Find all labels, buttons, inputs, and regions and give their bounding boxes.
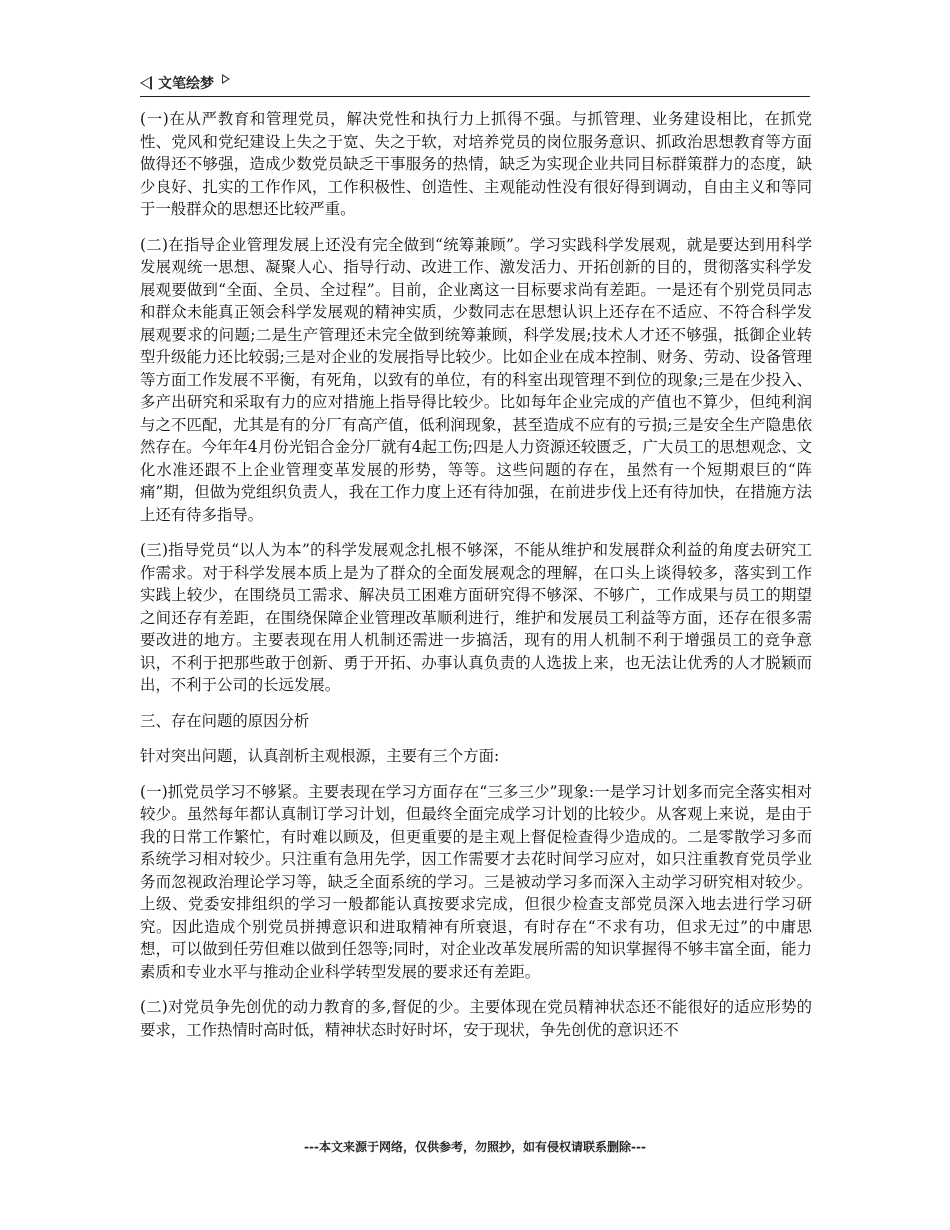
page-header [140, 70, 810, 97]
paragraph-3: (三)指导党员“以人为本”的科学发展观念扎根不够深，不能从维护和发展群众利益的角度去研究工作需求。对于科学发展本质上是为了群众的全面发展观念的理解，在口头上谈得较多，落实到工作实践上较少，在围绕员工需求、解决员工困难方面研究得不够深、不够广，工作成果与员工的期望之间还存有差距，在围绕保障企业管理改革顺利进行，维护和发展员工利益等方面，还存在很多需要改进的地方。主要表现在用人机制还需进一步搞活，现有的用人机制不利于增强员工的竞争意识，不利于把那些敢于创新、勇于开拓、办事认真负责的人选拔上来，也无法让优秀的人才脱颖而出，不利于公司的长远发展。 [140, 541, 812, 694]
footer-disclaimer: ---本文来源于网络，仅供参考，勿照抄，如有侵权请联系删除--- [304, 1140, 646, 1154]
document-body [140, 108, 812, 1054]
paragraph-5: (二)对党员争先创优的动力教育的多,督促的少。主要体现在党员精神状态还不能很好的适应形势的要求，工作热情时高时低，精神状态时好时坏，安于现状，争先创优的意识还不 [140, 998, 812, 1039]
triangle-left-icon [140, 76, 152, 90]
section-heading: 三、存在问题的原因分析 [140, 711, 310, 730]
triangle-right-icon [222, 74, 230, 84]
paragraph-2: (二)在指导企业管理发展上还没有完全做到“统筹兼顾”。学习实践科学发展观，就是要达到用科学发展观统一思想、凝聚人心、指导行动、改进工作、激发活力、开拓创新的目的，贯彻落实科学发展观要做到“全面、全员、全过程”。目前，企业离这一目标要求尚有差距。一是还有个别党员同志和群众未能真正领会科学发展观的精神实质，少数同志在思想认识上还存在不适应、不符合科学发展观要求的问题;二是生产管理还未完全做到统筹兼顾，科学发展;技术人才还不够强，抵御企业转型升级能力还比较弱;三是对企业的发展指导比较少。比如企业在成本控制、财务、劳动、设备管理等方面工作发展不平衡，有死角，以致有的单位，有的科室出现管理不到位的现象;三是在少投入、多产出研究和采取有力的应对措施上指导得比较少。比如每年企业完成的产值也不算少，但纯利润与之不匹配，尤其是有的分厂有高产值，低利润现象，甚至造成不应有的亏损;三是安全生产隐患依然存在。今年年4月份光铝合金分厂就有4起工伤;四是人力资源还较匮乏，广大员工的思想观念、文化水准还跟不上企业管理变革发展的形势，等等。这些问题的存在，虽然有一个短期艰巨的“阵痛”期，但做为党组织负责人，我在工作力度上还有待加强，在前进步伐上还有待加快，在措施方法上还有待多指导。 [140, 235, 812, 524]
brand-title: 文笔绘梦 [158, 76, 214, 92]
paragraph-1: (一)在从严教育和管理党员，解决党性和执行力上抓得不强。与抓管理、业务建设相比，在抓党性、党风和党纪建设上失之于宽、失之于软，对培养党员的岗位服务意识、抓政治思想教育等方面做得还不够强，造成少数党员缺乏干事服务的热情，缺乏为实现企业共同目标群策群力的态度，缺少良好、扎实的工作作风，工作积极性、创造性、主观能动性没有很好得到调动，自由主义和等同于一般群众的思想还比较严重。 [140, 110, 812, 218]
paragraph-intro: 针对突出问题，认真剖析主观根源，主要有三个方面: [140, 747, 500, 765]
paragraph-4: (一)抓党员学习不够紧。主要表现在学习方面存在“三多三少”现象:一是学习计划多而完全落实相对较少。虽然每年都认真制订学习计划，但最终全面完成学习计划的比较少。从客观上来说，是由于我的日常工作繁忙，有时难以顾及，但更重要的是主观上督促检查得少造成的。二是零散学习多而系统学习相对较少。只注重有急用先学，因工作需要才去花时间学习应对，如只注重教育党员学业务而忽视政治理论学习等，缺乏全面系统的学习。三是被动学习多而深入主动学习研究相对较少。上级、党委安排组织的学习一般都能认真按要求完成，但很少检查支部党员深入地去进行学习研究。因此造成个别党员拼搏意识和进取精神有所衰退，有时存在“不求有功，但求无过”的中庸思想，可以做到任劳但难以做到任怨等;同时，对企业改革发展所需的知识掌握得不够丰富全面，能力素质和专业水平与推动企业科学转型发展的要求还有差距。 [140, 782, 812, 981]
